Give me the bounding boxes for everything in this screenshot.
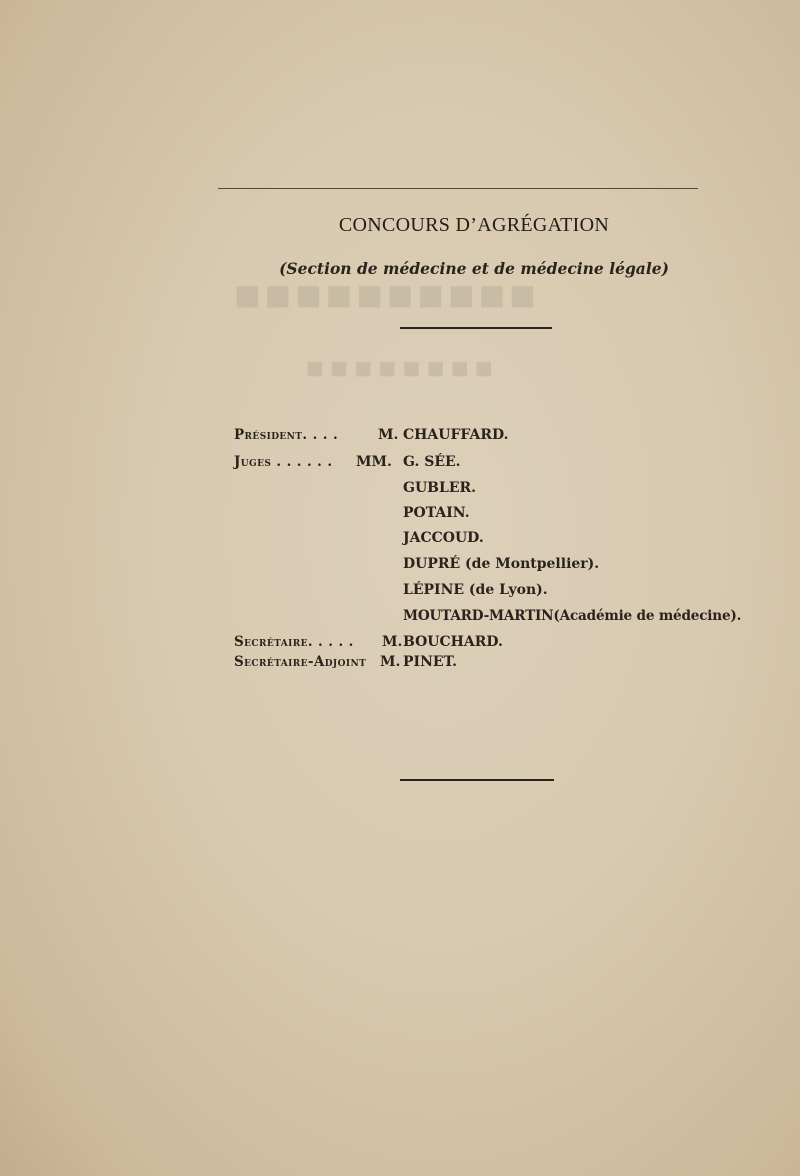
role-label: Juges . . . . . . (234, 454, 333, 470)
member-name: BOUCHARD. (403, 634, 503, 650)
closing-rule (400, 779, 554, 781)
member-name: POTAIN. (403, 505, 470, 521)
member-name: LÉPINE (de Lyon). (403, 582, 548, 598)
section-rule (400, 327, 552, 329)
role-label: Secrétaire. . . . . (234, 634, 354, 650)
member-name: DUPRÉ (de Montpellier). (403, 556, 600, 572)
page-subtitle: (Section de médecine et de médecine légale) (279, 259, 669, 278)
member-name: CHAUFFARD. (403, 427, 509, 443)
top-rule (218, 188, 698, 189)
honorific: M. (380, 654, 401, 670)
member-name: MOUTARD-MARTIN(Académie de médecine). (403, 608, 742, 624)
bleed-through-decoration: ■■■■■■■■■■ (230, 271, 536, 320)
honorific: M. (382, 634, 403, 650)
member-name: G. SÉE. (403, 454, 461, 470)
member-name: GUBLER. (403, 480, 477, 496)
member-name: PINET. (403, 654, 458, 670)
page-title: CONCOURS D’AGRÉGATION (338, 214, 610, 236)
honorific: M. (378, 427, 399, 443)
member-name: JACCOUD. (403, 530, 484, 546)
honorific: MM. (356, 454, 392, 470)
bleed-through-decoration: ■■■■■■■■ (300, 352, 493, 385)
role-label: Président. . . . (234, 427, 339, 443)
role-label: Secrétaire-Adjoint (234, 654, 367, 670)
